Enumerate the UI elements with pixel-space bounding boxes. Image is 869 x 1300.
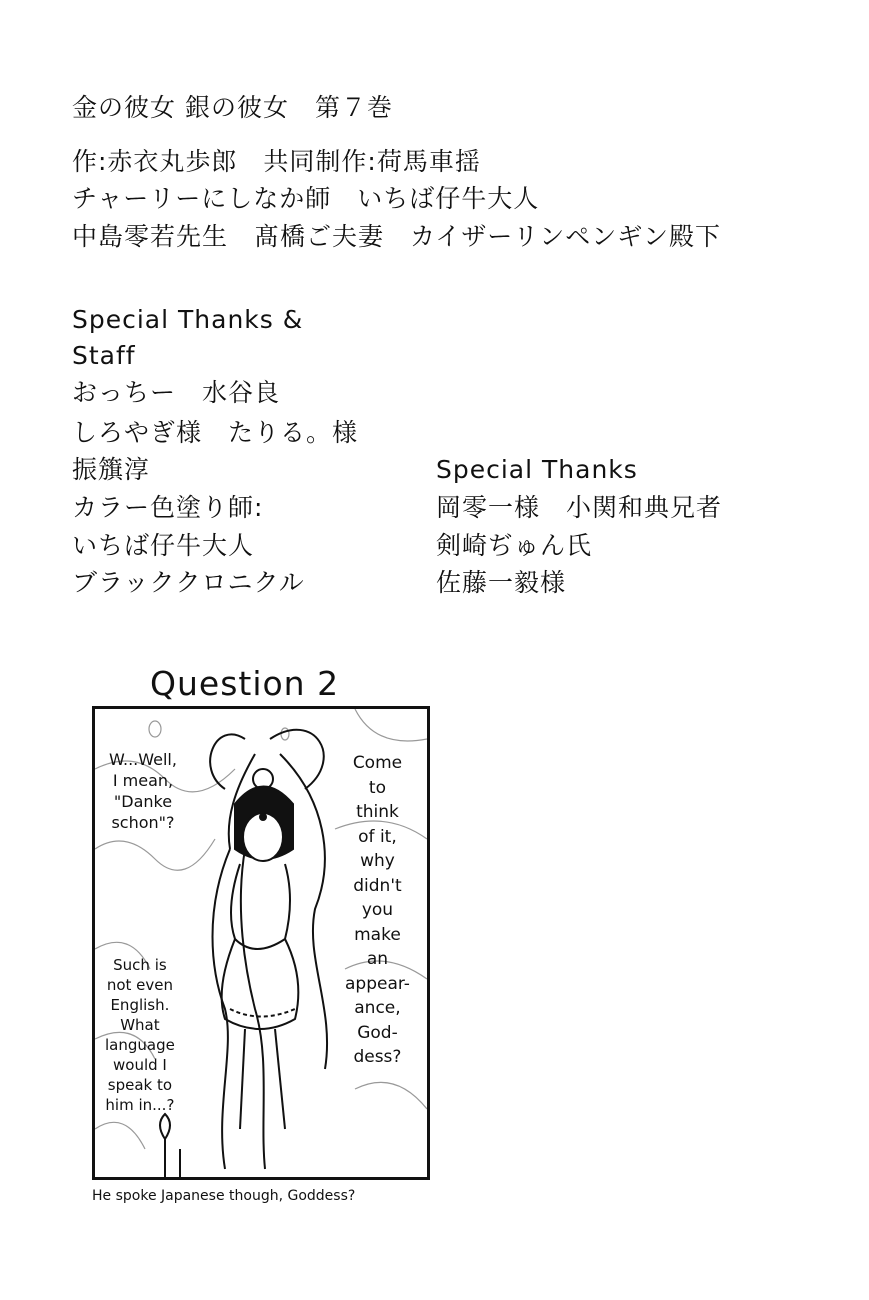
staff-item: おっちー 水谷良 <box>72 378 281 407</box>
special-thanks-item: 剣崎ぢゅん氏 <box>436 531 593 560</box>
volume-title: 金の彼女 銀の彼女 第７巻 <box>72 93 393 122</box>
special-thanks-item: 岡零一様 小関和典兄者 <box>436 493 723 522</box>
credit-line-2: チャーリーにしなか師 いちば仔牛大人 <box>72 184 540 213</box>
credit-line-1: 作:赤衣丸歩郎 共同制作:荷馬車揺 <box>72 147 481 176</box>
staff-heading-line-1: Special Thanks & <box>72 305 304 334</box>
special-thanks-item: 佐藤一毅様 <box>436 568 567 597</box>
staff-item: カラー色塗り師: <box>72 493 264 522</box>
comic-title: Question 2 <box>150 664 340 703</box>
speech-bubble-left-top: W...Well, I mean, "Danke schon"? <box>109 750 177 832</box>
staff-item: ブラッククロニクル <box>72 568 305 597</box>
credit-line-3: 中島零若先生 髙橋ご夫妻 カイザーリンペンギン殿下 <box>72 222 722 251</box>
staff-item: いちば仔牛大人 <box>72 531 255 560</box>
special-thanks-heading: Special Thanks <box>436 455 638 484</box>
staff-item: 振籏淳 <box>72 455 151 484</box>
staff-item: しろやぎ様 たりる。様 <box>72 418 359 447</box>
comic-caption: He spoke Japanese though, Goddess? <box>92 1188 356 1204</box>
staff-heading-line-2: Staff <box>72 341 136 370</box>
speech-bubble-left-bottom: Such is not even English. What language would I speak to him in...? <box>105 956 175 1114</box>
speech-bubble-right: Come to think of it, why didn't you make an appear- ance, God- dess? <box>345 753 410 1067</box>
comic-panel <box>92 706 430 1180</box>
